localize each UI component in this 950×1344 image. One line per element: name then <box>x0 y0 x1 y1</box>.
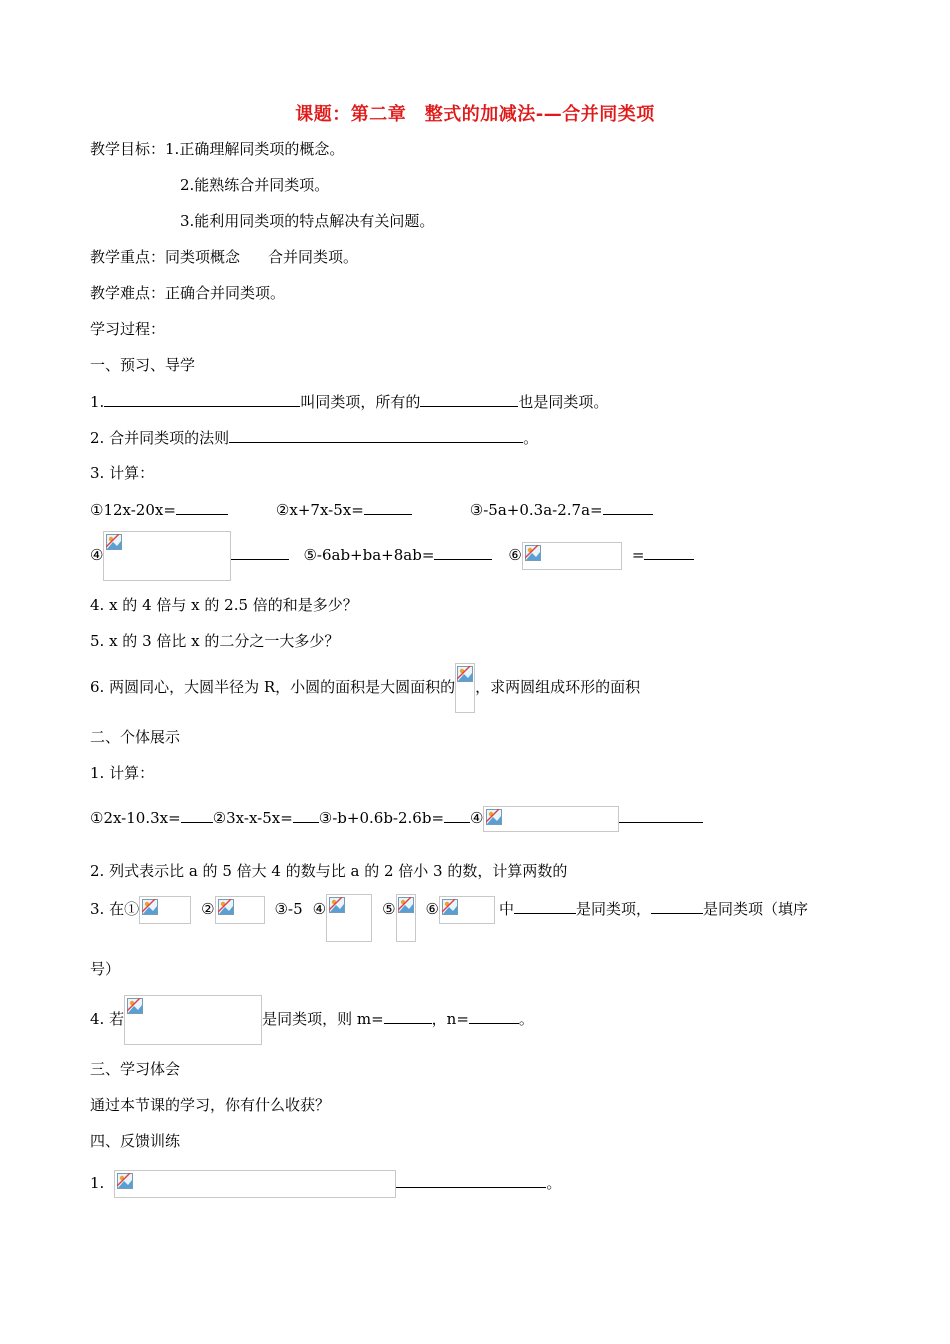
broken-image-icon <box>106 534 122 550</box>
objective-line-1 <box>90 138 344 160</box>
s1-question-4: 4. x 的 4 倍与 x 的 2.5 倍的和是多少？ <box>90 596 358 614</box>
calc-item: ②3x-x-5x= <box>212 809 293 827</box>
q-text: 也是同类项。 <box>518 393 609 411</box>
calc-item: ③-b+0.6b-2.6b= <box>318 809 445 827</box>
answer-blank[interactable] <box>603 498 653 515</box>
calc-item: ②x+7x-5x= <box>275 501 364 519</box>
q-text: 。 <box>523 429 539 447</box>
broken-image-icon <box>486 809 502 825</box>
key-points-line <box>90 246 358 268</box>
term-image <box>396 894 416 942</box>
answer-blank[interactable] <box>229 426 523 443</box>
objective-item: 2.能熟练合并同类项。 <box>180 176 330 194</box>
section-1-heading: 一、预习、导学 <box>90 356 196 374</box>
broken-image-icon <box>525 545 541 561</box>
s1-question-1 <box>90 390 608 413</box>
calc-item: ①12x-20x= <box>90 501 176 519</box>
term-image <box>215 896 265 924</box>
s2-calc-row <box>90 804 703 832</box>
s2-question-3-end: 号） <box>90 960 121 978</box>
key-point-b: 合并同类项。 <box>268 248 359 266</box>
s1-question-2 <box>90 426 538 449</box>
answer-blank[interactable] <box>514 897 576 914</box>
answer-blank[interactable] <box>644 543 694 560</box>
calc-item: ④ <box>470 809 484 827</box>
section-4-heading: 四、反馈训练 <box>90 1132 181 1150</box>
objective-line-3 <box>180 210 434 232</box>
key-point-a: 同类项概念 <box>165 248 241 266</box>
key-points-label: 教学重点： <box>90 248 166 266</box>
q-text: ④ <box>312 900 327 918</box>
answer-blank[interactable] <box>384 1007 432 1024</box>
answer-blank[interactable] <box>651 897 703 914</box>
answer-blank[interactable] <box>444 806 470 823</box>
q-text: 3. 在① <box>90 900 140 918</box>
answer-blank[interactable] <box>469 1007 519 1024</box>
answer-blank[interactable] <box>396 1171 546 1188</box>
formula-image <box>522 542 622 570</box>
difficulty-text: 正确合并同类项。 <box>165 284 286 302</box>
answer-blank[interactable] <box>364 498 412 515</box>
objective-item: 3.能利用同类项的特点解决有关问题。 <box>180 212 435 230</box>
section-3-heading: 三、学习体会 <box>90 1060 181 1078</box>
q-text: 6. 两圆同心，大圆半径为 R，小圆的面积是大圆面积的 <box>90 678 456 696</box>
term-image <box>139 896 191 924</box>
broken-image-icon <box>398 897 414 913</box>
answer-blank[interactable] <box>434 543 492 560</box>
calc-item: ③-5a+0.3a-2.7a= <box>469 501 603 519</box>
process-label: 学习过程： <box>90 320 166 338</box>
broken-image-icon <box>218 899 234 915</box>
s1-question-5: 5. x 的 3 倍比 x 的二分之一大多少？ <box>90 632 340 650</box>
term-image <box>439 896 495 924</box>
formula-image <box>483 806 619 832</box>
answer-blank[interactable] <box>104 390 300 407</box>
page-title: 课题：第二章 整式的加减法-—合并同类项 <box>295 104 655 125</box>
q-text: 中 <box>498 900 514 918</box>
answer-blank[interactable] <box>176 498 228 515</box>
objectives-label: 教学目标： <box>90 140 166 158</box>
section-2-heading: 二、个体展示 <box>90 728 181 746</box>
q-text: 。 <box>546 1174 562 1192</box>
s2-question-2: 2. 列式表示比 a 的 5 倍大 4 的数与比 a 的 2 倍小 3 的数，计算两数的 <box>90 862 568 880</box>
q-text: 是同类项， <box>575 900 651 918</box>
broken-image-icon <box>117 1173 133 1189</box>
s1-calc-row-2 <box>90 530 694 581</box>
formula-image <box>103 531 231 581</box>
q-prefix: 1. <box>90 1174 105 1192</box>
q-text: 4. 若 <box>90 1010 125 1028</box>
broken-image-icon <box>457 666 473 682</box>
broken-image-icon <box>127 998 143 1014</box>
q-text: ⑤ <box>382 900 396 918</box>
q-text: 叫同类项，所有的 <box>300 393 421 411</box>
s2-question-1: 1. 计算： <box>90 764 155 782</box>
s1-question-3: 3. 计算： <box>90 464 155 482</box>
q-text: ，求两圆组成环形的面积 <box>475 678 641 696</box>
q-text: 。 <box>518 1010 534 1028</box>
q-text: 2. 合并同类项的法则 <box>90 429 230 447</box>
q-text: 是同类项（填序 <box>703 900 809 918</box>
answer-blank[interactable] <box>231 543 289 560</box>
broken-image-icon <box>142 899 158 915</box>
calc-item: ①2x-10.3x= <box>90 809 181 827</box>
q-text: ⑥ <box>425 900 439 918</box>
q-text: ，n= <box>431 1010 469 1028</box>
term-image <box>326 894 372 942</box>
q-text: 是同类项，则 m= <box>262 1010 384 1028</box>
calc-item: ⑥ <box>508 546 522 564</box>
q-text: ③-5 <box>274 900 303 918</box>
answer-blank[interactable] <box>619 806 703 823</box>
difficulty-label: 教学难点： <box>90 284 166 302</box>
answer-blank[interactable] <box>181 806 213 823</box>
q-text: ② <box>201 900 215 918</box>
s1-calc-row-1 <box>90 498 653 521</box>
broken-image-icon <box>442 899 458 915</box>
fraction-image <box>455 663 475 713</box>
answer-blank[interactable] <box>420 390 518 407</box>
objective-item: 1.正确理解同类项的概念。 <box>165 140 345 158</box>
s1-question-6 <box>90 662 640 713</box>
broken-image-icon <box>329 897 345 913</box>
difficulty-line <box>90 282 285 304</box>
calc-item: = <box>631 546 645 564</box>
s2-question-4 <box>90 994 534 1045</box>
formula-image <box>114 1170 396 1198</box>
objective-line-2 <box>180 174 329 196</box>
calc-item: ⑤-6ab+ba+8ab= <box>303 546 435 564</box>
formula-image <box>124 995 262 1045</box>
s4-question-1 <box>90 1168 561 1198</box>
s2-question-3 <box>90 894 808 942</box>
s3-text: 通过本节课的学习，你有什么收获？ <box>90 1096 331 1114</box>
q-prefix: 1. <box>90 393 105 411</box>
calc-item: ④ <box>90 546 104 564</box>
answer-blank[interactable] <box>293 806 319 823</box>
